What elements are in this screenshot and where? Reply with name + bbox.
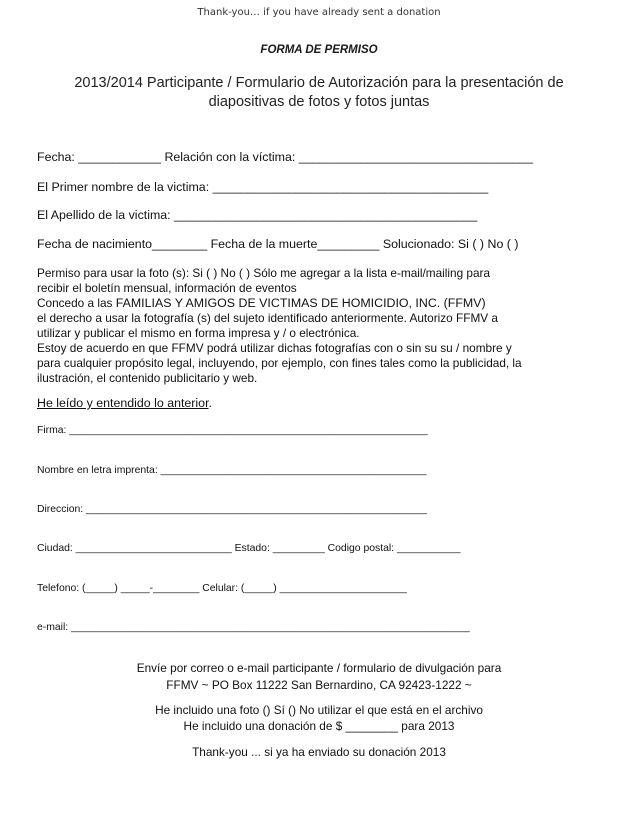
permiso-line-5: utilizar y publicar el mismo en forma impresa y / o electrónica. — [37, 326, 360, 340]
permiso-line-1: Permiso para usar la foto (s): Si ( ) No ( ) Sólo me agregar a la lista e-mail/mailing para — [37, 266, 491, 280]
leido-period: . — [208, 396, 212, 410]
email-field[interactable]: e-mail: _____________________________________________________________________ — [37, 622, 470, 633]
leido-statement — [37, 396, 212, 410]
form-title: FORMA DE PERMISO — [260, 44, 378, 56]
fechas-solucionado-line[interactable]: Fecha de nacimiento________ Fecha de la muerte_________ Solucionado: Si ( ) No ( ) — [37, 237, 519, 251]
permiso-line-3 — [37, 296, 617, 311]
subtitle-line-2: diapositivas de fotos y fotos juntas — [208, 94, 430, 110]
concedo-prefix: Concedo a las — [37, 296, 116, 310]
permiso-line-7: para cualquier propósito legal, incluyendo, por ejemplo, con fines tales como la publicidad, la — [37, 356, 522, 370]
permiso-paragraph — [37, 266, 617, 386]
permiso-line-6: Estoy de acuerdo en que FFMV podrá utilizar dichas fotografías con o sin su su / nombre y — [37, 341, 512, 355]
organization-name: FAMILIAS Y AMIGOS DE VICTIMAS DE HOMICIDIO, INC. (FFMV) — [115, 296, 486, 310]
nombre-imprenta-field[interactable]: Nombre en letra imprenta: ______________________________________________ — [37, 465, 427, 476]
donation-banner: Thank-you… if you have already sent a donation — [197, 7, 441, 18]
direccion-field[interactable]: Direccion: ___________________________________________________________ — [37, 504, 428, 515]
footer-address: FFMV ~ PO Box 11222 San Bernardino, CA 92423-1222 ~ — [166, 678, 472, 692]
firma-field[interactable]: Firma: ______________________________________________________________ — [37, 425, 428, 436]
footer-mail-instructions: Envíe por correo o e-mail participante / formulario de divulgación para — [136, 661, 502, 675]
footer-donation-line: He incluido una donación de $ ________ para 2013 — [183, 719, 455, 733]
ciudad-estado-postal-field[interactable]: Ciudad: ___________________________ Estado: _________ Codigo postal: ___________ — [37, 543, 461, 554]
primer-nombre-line[interactable]: El Primer nombre de la victima: ________________________________________ — [37, 180, 489, 194]
permiso-line-8: ilustración, el contenido publicitario y web. — [37, 371, 258, 385]
telefono-celular-field[interactable]: Telefono: (_____) _____-________ Celular: (_____) ______________________ — [37, 583, 407, 594]
leido-text: He leído y entendido lo anterior — [37, 396, 209, 410]
permiso-line-2: recibir el boletín mensual, información de eventos — [37, 281, 297, 295]
footer-photo-option: He incluido una foto () Sí () No utilizar el que está en el archivo — [155, 703, 483, 717]
footer-thank-you: Thank-you ... si ya ha enviado su donación 2013 — [192, 745, 446, 759]
apellido-line[interactable]: El Apellido de la victima: ____________________________________________ — [37, 208, 478, 222]
permiso-line-4: el derecho a usar la fotografía (s) del sujeto identificado anteriormente. Autorizo FFMV a — [37, 311, 498, 325]
subtitle-line-1: 2013/2014 Participante / Formulario de Autorización para la presentación de — [74, 75, 564, 91]
form-subtitle — [0, 74, 638, 112]
fecha-relacion-line[interactable]: Fecha: ____________ Relación con la víctima: __________________________________ — [37, 150, 534, 164]
